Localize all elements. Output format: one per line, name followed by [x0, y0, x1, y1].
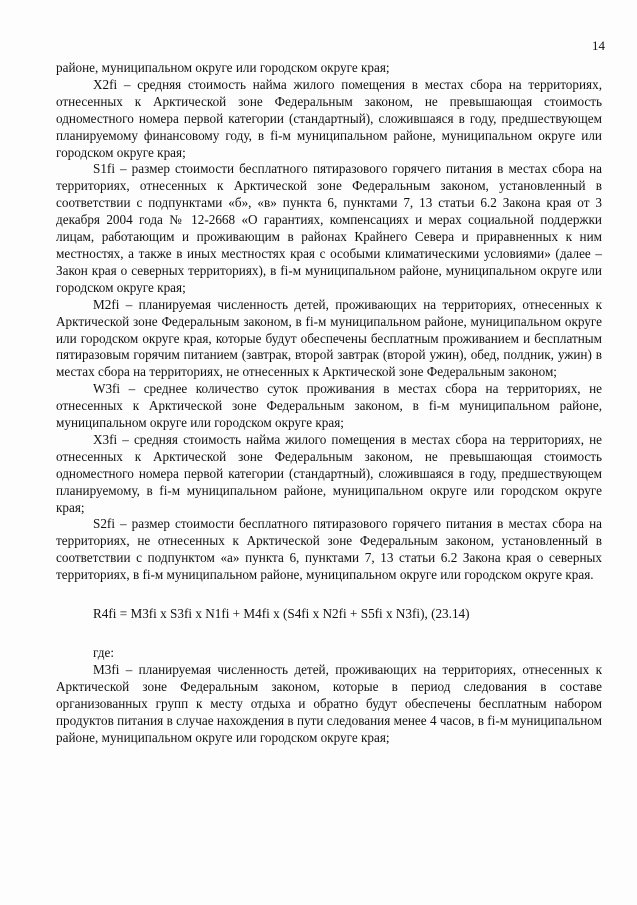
- paragraph-x2fi: X2fi – средняя стоимость найма жилого помещения в местах сбора на территориях, отнесенных к Арктической зоне Федеральным законом, не превышающая стоимость одноместного номера первой категории (стандартный), сложившаяся в году, предшествующем планируемому финансовому году, в fi-м муниципальном районе, муниципальном округе или городском округе края;: [56, 76, 602, 160]
- paragraph-s2fi: S2fi – размер стоимости бесплатного пятиразового горячего питания в местах сбора на территориях, не отнесенных к Арктической зоне Федеральным законом, установленный в соответствии с подпунктом «а» пункта 6, пунктами 7, 13 статьи 6.2 Закона края о северных территориях, в fi-м муниципальном районе, муниципальном округе или городском округе края.: [56, 516, 602, 583]
- document-body: [56, 60, 602, 746]
- paragraph-s1fi: S1fi – размер стоимости бесплатного пятиразового горячего питания в местах сбора на территориях, отнесенных к Арктической зоне Федеральным законом, установленный в соответствии с подпунктами «б», «в» пункта 6, пунктами 7, 13 статьи 6.2 Закона края от 3 декабря 2004 года № 12-2668 «О гарантиях, компенсациях и мерах социальной поддержки лицам, работающим и проживающим в районах Крайнего Севера и приравненных к ним местностях, а также в иных местностях края с особыми климатическими условиями» (далее – Закон края о северных территориях), в fi-м муниципальном районе, муниципальном округе или городском округе края;: [56, 161, 602, 295]
- formula-r4fi: R4fi = M3fi x S3fi x N1fi + M4fi x (S4fi x N2fi + S5fi x N3fi), (23.14): [93, 606, 470, 622]
- paragraph-m2fi: M2fi – планируемая численность детей, проживающих на территориях, отнесенных к Арктической зоне Федеральным законом, в fi-м муниципальном районе, муниципальном округе или городском округе края, которые будут обеспечены бесплатным проживанием и бесплатным пятиразовым горячим питанием (завтрак, второй завтрак (второй ужин), обед, полдник, ужин) в местах сбора на территориях, не отнесенных к Арктической зоне Федеральным законом;: [56, 296, 602, 380]
- paragraph-w3fi: W3fi – среднее количество суток проживания в местах сбора на территориях, не отнесенных к Арктической зоне Федеральным законом, в fi-м муниципальном районе, муниципальном округе или городском округе края;: [56, 381, 602, 431]
- where-label: где:: [93, 645, 114, 660]
- page-number: 14: [592, 38, 605, 53]
- paragraph-continuation: районе, муниципальном округе или городском округе края;: [56, 60, 390, 75]
- paragraph-x3fi: X3fi – средняя стоимость найма жилого помещения в местах сбора на территориях, не отнесенных к Арктической зоне Федеральным законом, не превышающая стоимость одноместного номера первой категории (стандартный), сложившаяся в году, предшествующем планируемому, в fi-м муниципальном районе, муниципальном округе или городском округе края;: [56, 431, 602, 515]
- paragraph-m3fi: M3fi – планируемая численность детей, проживающих на территориях, отнесенных к Арктической зоне Федеральным законом, которые в период следования в составе организованных групп к месту отдыха и обратно будут обеспечены бесплатным набором продуктов питания в случае нахождения в пути следования менее 4 часов, в fi-м муниципальном районе, муниципальном округе или городском округе края;: [56, 661, 602, 745]
